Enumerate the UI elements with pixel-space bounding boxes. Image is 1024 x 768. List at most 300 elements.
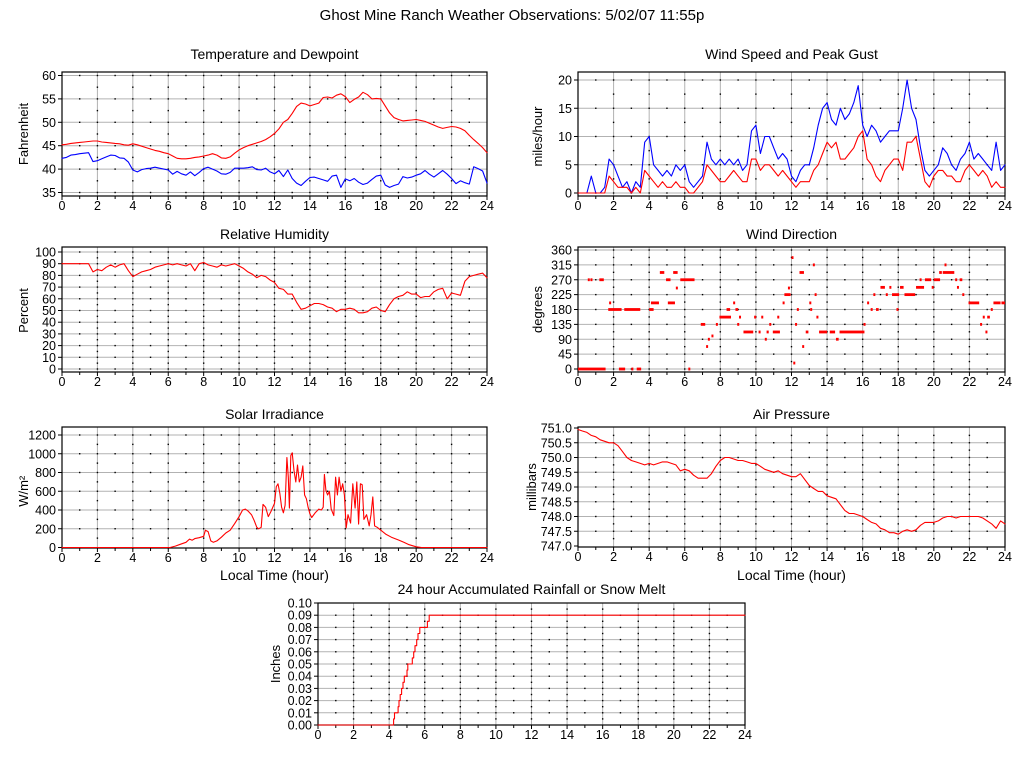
minor-grid-dot: [398, 333, 399, 334]
minor-grid-dot: [880, 501, 881, 502]
minor-grid-dot: [185, 345, 186, 346]
minor-grid-dot: [969, 264, 970, 265]
minor-grid-dot: [132, 87, 133, 88]
minor-grid-dot: [737, 136, 738, 137]
minor-grid-dot: [898, 523, 899, 524]
minor-grid-dot: [274, 257, 275, 258]
wind-direction-point: [777, 316, 779, 319]
minor-grid-dot: [451, 98, 452, 99]
minor-grid-dot: [274, 339, 275, 340]
wind-direction-point: [754, 316, 756, 319]
minor-grid-dot: [256, 333, 257, 334]
minor-grid-dot: [969, 249, 970, 250]
minor-grid-dot: [415, 327, 416, 328]
minor-grid-dot: [737, 294, 738, 295]
minor-grid-dot: [309, 87, 310, 88]
minor-grid-dot: [424, 621, 425, 622]
minor-grid-dot: [97, 368, 98, 369]
wind-direction-point: [711, 335, 713, 338]
minor-grid-dot: [791, 309, 792, 310]
minor-grid-dot: [132, 316, 133, 317]
wind-direction-point: [578, 368, 606, 371]
minor-grid-dot: [185, 145, 186, 146]
minor-grid-dot: [880, 264, 881, 265]
minor-grid-dot: [309, 75, 310, 76]
minor-grid-dot: [720, 279, 721, 280]
minor-grid-dot: [702, 108, 703, 109]
minor-grid-dot: [292, 251, 293, 252]
minor-grid-dot: [720, 301, 721, 302]
minor-grid-dot: [531, 712, 532, 713]
minor-grid-dot: [380, 316, 381, 317]
minor-grid-dot: [415, 339, 416, 340]
minor-grid-dot: [684, 192, 685, 193]
minor-grid-dot: [424, 657, 425, 658]
minor-grid-dot: [880, 516, 881, 517]
wind-direction-point: [876, 308, 879, 311]
minor-grid-dot: [221, 509, 222, 510]
minor-grid-dot: [495, 669, 496, 670]
minor-grid-dot: [203, 509, 204, 510]
minor-grid-dot: [684, 457, 685, 458]
minor-grid-dot: [345, 75, 346, 76]
minor-grid-dot: [185, 322, 186, 323]
minor-grid-dot: [915, 457, 916, 458]
minor-grid-dot: [495, 621, 496, 622]
minor-grid-dot: [720, 192, 721, 193]
minor-grid-dot: [773, 457, 774, 458]
minor-grid-dot: [495, 706, 496, 707]
wind-direction-point: [739, 316, 741, 319]
minor-grid-dot: [702, 164, 703, 165]
minor-grid-dot: [602, 663, 603, 664]
minor-grid-dot: [951, 442, 952, 443]
wind-direction-point: [934, 278, 940, 281]
minor-grid-dot: [987, 501, 988, 502]
minor-grid-dot: [648, 346, 649, 347]
minor-grid-dot: [566, 718, 567, 719]
minor-grid-dot: [406, 627, 407, 628]
minor-grid-dot: [469, 192, 470, 193]
minor-grid-dot: [737, 531, 738, 532]
minor-grid-dot: [388, 639, 389, 640]
minor-grid-dot: [727, 676, 728, 677]
minor-grid-dot: [256, 263, 257, 264]
minor-grid-dot: [648, 150, 649, 151]
minor-grid-dot: [309, 292, 310, 293]
minor-grid-dot: [826, 523, 827, 524]
minor-grid-dot: [613, 79, 614, 80]
minor-grid-dot: [274, 310, 275, 311]
minor-grid-dot: [648, 93, 649, 94]
minor-grid-dot: [380, 500, 381, 501]
minor-grid-dot: [951, 79, 952, 80]
minor-grid-dot: [809, 457, 810, 458]
minor-grid-dot: [150, 122, 151, 123]
minor-grid-dot: [755, 178, 756, 179]
minor-grid-dot: [380, 333, 381, 334]
y-tick-label: 200: [35, 522, 56, 537]
minor-grid-dot: [755, 79, 756, 80]
minor-grid-dot: [531, 651, 532, 652]
minor-grid-dot: [951, 339, 952, 340]
minor-grid-dot: [915, 264, 916, 265]
minor-grid-dot: [566, 608, 567, 609]
y-axis-label: Fahrenheit: [16, 102, 31, 166]
minor-grid-dot: [915, 486, 916, 487]
minor-grid-dot: [613, 435, 614, 436]
minor-grid-dot: [613, 192, 614, 193]
minor-grid-dot: [380, 292, 381, 293]
minor-grid-dot: [673, 663, 674, 664]
minor-grid-dot: [353, 651, 354, 652]
minor-grid-dot: [203, 462, 204, 463]
minor-grid-dot: [638, 682, 639, 683]
minor-grid-dot: [987, 249, 988, 250]
minor-grid-dot: [469, 491, 470, 492]
minor-grid-dot: [132, 145, 133, 146]
y-tick-label: 747.5: [540, 524, 572, 539]
minor-grid-dot: [531, 694, 532, 695]
minor-grid-dot: [203, 537, 204, 538]
minor-grid-dot: [398, 192, 399, 193]
minor-grid-dot: [495, 663, 496, 664]
x-tick-label: 18: [373, 375, 388, 389]
y-tick-label: 800: [35, 466, 56, 480]
minor-grid-dot: [460, 663, 461, 664]
minor-grid-dot: [469, 368, 470, 369]
minor-grid-dot: [987, 442, 988, 443]
minor-grid-dot: [566, 657, 567, 658]
minor-grid-dot: [168, 310, 169, 311]
minor-grid-dot: [673, 706, 674, 707]
minor-grid-dot: [673, 676, 674, 677]
minor-grid-dot: [862, 361, 863, 362]
minor-grid-dot: [584, 700, 585, 701]
minor-grid-dot: [595, 472, 596, 473]
minor-grid-dot: [702, 249, 703, 250]
minor-grid-dot: [380, 444, 381, 445]
minor-grid-dot: [309, 110, 310, 111]
minor-grid-dot: [185, 357, 186, 358]
minor-grid-dot: [335, 615, 336, 616]
minor-grid-dot: [415, 75, 416, 76]
minor-grid-dot: [292, 145, 293, 146]
minor-grid-dot: [442, 712, 443, 713]
minor-grid-dot: [362, 122, 363, 123]
minor-grid-dot: [531, 700, 532, 701]
chart-wind-speed-gust: [512, 38, 1024, 218]
minor-grid-dot: [132, 368, 133, 369]
minor-grid-dot: [898, 136, 899, 137]
minor-grid-dot: [185, 472, 186, 473]
minor-grid-dot: [495, 608, 496, 609]
minor-grid-dot: [335, 651, 336, 652]
minor-grid-dot: [898, 192, 899, 193]
minor-grid-dot: [620, 712, 621, 713]
chart-relative-humidity: [0, 218, 512, 398]
minor-grid-dot: [702, 486, 703, 487]
y-tick-label: 750.5: [540, 436, 572, 451]
minor-grid-dot: [666, 339, 667, 340]
minor-grid-dot: [415, 292, 416, 293]
minor-grid-dot: [353, 694, 354, 695]
minor-grid-dot: [415, 257, 416, 258]
x-tick-label: 8: [200, 375, 208, 389]
minor-grid-dot: [97, 528, 98, 529]
minor-grid-dot: [451, 192, 452, 193]
minor-grid-dot: [460, 706, 461, 707]
minor-grid-dot: [531, 657, 532, 658]
minor-grid-dot: [666, 472, 667, 473]
minor-grid-dot: [362, 275, 363, 276]
minor-grid-dot: [114, 251, 115, 252]
minor-grid-dot: [755, 508, 756, 509]
minor-grid-dot: [791, 346, 792, 347]
wind-direction-point: [727, 308, 731, 311]
minor-grid-dot: [380, 75, 381, 76]
x-tick-label: 16: [855, 550, 870, 564]
minor-grid-dot: [345, 368, 346, 369]
y-tick-label: 0: [49, 362, 56, 377]
minor-grid-dot: [737, 79, 738, 80]
minor-grid-dot: [203, 322, 204, 323]
wind-direction-point: [788, 287, 790, 290]
minor-grid-dot: [380, 357, 381, 358]
x-tick-label: 14: [302, 199, 317, 213]
x-tick-label: 2: [610, 550, 618, 564]
minor-grid-dot: [620, 676, 621, 677]
minor-grid-dot: [388, 682, 389, 683]
minor-grid-dot: [292, 298, 293, 299]
minor-grid-dot: [415, 333, 416, 334]
x-tick-label: 6: [681, 375, 689, 389]
minor-grid-dot: [433, 333, 434, 334]
minor-grid-dot: [415, 286, 416, 287]
minor-grid-dot: [584, 676, 585, 677]
minor-grid-dot: [613, 457, 614, 458]
minor-grid-dot: [398, 286, 399, 287]
minor-grid-dot: [97, 133, 98, 134]
minor-grid-dot: [755, 486, 756, 487]
minor-grid-dot: [862, 449, 863, 450]
minor-grid-dot: [915, 192, 916, 193]
minor-grid-dot: [826, 178, 827, 179]
minor-grid-dot: [531, 663, 532, 664]
minor-grid-dot: [648, 508, 649, 509]
minor-grid-dot: [274, 537, 275, 538]
minor-grid-dot: [862, 523, 863, 524]
minor-grid-dot: [673, 645, 674, 646]
minor-grid-dot: [648, 331, 649, 332]
x-tick-label: 8: [716, 550, 724, 564]
x-tick-label: 22: [962, 550, 977, 564]
minor-grid-dot: [203, 281, 204, 282]
minor-grid-dot: [353, 688, 354, 689]
x-tick-label: 0: [574, 199, 582, 213]
minor-grid-dot: [951, 368, 952, 369]
minor-grid-dot: [791, 79, 792, 80]
minor-grid-dot: [809, 516, 810, 517]
minor-grid-dot: [97, 110, 98, 111]
minor-grid-dot: [566, 694, 567, 695]
minor-grid-dot: [791, 368, 792, 369]
x-tick-label: 12: [784, 550, 799, 564]
minor-grid-dot: [702, 79, 703, 80]
minor-grid-dot: [168, 281, 169, 282]
minor-grid-dot: [655, 688, 656, 689]
minor-grid-dot: [132, 509, 133, 510]
minor-grid-dot: [933, 346, 934, 347]
minor-grid-dot: [256, 453, 257, 454]
x-tick-label: 12: [784, 199, 799, 213]
minor-grid-dot: [566, 633, 567, 634]
y-tick-label: 60: [42, 292, 56, 307]
minor-grid-dot: [809, 501, 810, 502]
minor-grid-dot: [309, 345, 310, 346]
wind-direction-point: [637, 368, 641, 371]
minor-grid-dot: [709, 633, 710, 634]
minor-grid-dot: [495, 676, 496, 677]
minor-grid-dot: [415, 500, 416, 501]
minor-grid-dot: [631, 294, 632, 295]
minor-grid-dot: [826, 472, 827, 473]
minor-grid-dot: [773, 501, 774, 502]
minor-grid-dot: [168, 537, 169, 538]
minor-grid-dot: [442, 627, 443, 628]
minor-grid-dot: [345, 528, 346, 529]
minor-grid-dot: [684, 93, 685, 94]
minor-grid-dot: [987, 108, 988, 109]
x-tick-label: 8: [200, 551, 208, 565]
minor-grid-dot: [702, 339, 703, 340]
minor-grid-dot: [132, 357, 133, 358]
minor-grid-dot: [150, 298, 151, 299]
minor-grid-dot: [451, 316, 452, 317]
minor-grid-dot: [862, 442, 863, 443]
minor-grid-dot: [292, 286, 293, 287]
minor-grid-dot: [238, 333, 239, 334]
minor-grid-dot: [292, 528, 293, 529]
minor-grid-dot: [362, 472, 363, 473]
minor-grid-dot: [737, 108, 738, 109]
minor-grid-dot: [898, 93, 899, 94]
minor-grid-dot: [702, 457, 703, 458]
chart-title: Solar Irradiance: [225, 406, 324, 422]
minor-grid-dot: [168, 257, 169, 258]
minor-grid-dot: [150, 491, 151, 492]
minor-grid-dot: [238, 322, 239, 323]
minor-grid-dot: [309, 133, 310, 134]
minor-grid-dot: [398, 357, 399, 358]
minor-grid-dot: [380, 519, 381, 520]
minor-grid-dot: [791, 508, 792, 509]
minor-grid-dot: [185, 491, 186, 492]
wind-direction-point: [773, 331, 780, 334]
minor-grid-dot: [684, 136, 685, 137]
minor-grid-dot: [327, 509, 328, 510]
minor-grid-dot: [415, 269, 416, 270]
x-tick-label: 18: [891, 550, 906, 564]
minor-grid-dot: [238, 345, 239, 346]
x-tick-label: 10: [232, 199, 247, 213]
minor-grid-dot: [415, 528, 416, 529]
minor-grid-dot: [613, 464, 614, 465]
minor-grid-dot: [451, 528, 452, 529]
minor-grid-dot: [880, 442, 881, 443]
minor-grid-dot: [684, 316, 685, 317]
minor-grid-dot: [353, 608, 354, 609]
minor-grid-dot: [185, 192, 186, 193]
wind-direction-point: [688, 368, 690, 371]
minor-grid-dot: [648, 122, 649, 123]
x-tick-label: 24: [480, 551, 494, 565]
minor-grid-dot: [631, 249, 632, 250]
x-tick-label: 4: [385, 728, 393, 742]
minor-grid-dot: [345, 322, 346, 323]
minor-grid-dot: [791, 472, 792, 473]
minor-grid-dot: [327, 75, 328, 76]
minor-grid-dot: [415, 145, 416, 146]
minor-grid-dot: [380, 339, 381, 340]
minor-grid-dot: [862, 150, 863, 151]
minor-grid-dot: [566, 627, 567, 628]
minor-grid-dot: [221, 322, 222, 323]
minor-grid-dot: [898, 301, 899, 302]
minor-grid-dot: [451, 180, 452, 181]
minor-grid-dot: [292, 333, 293, 334]
minor-grid-dot: [613, 178, 614, 179]
minor-grid-dot: [531, 608, 532, 609]
minor-grid-dot: [791, 494, 792, 495]
minor-grid-dot: [969, 523, 970, 524]
minor-grid-dot: [168, 286, 169, 287]
minor-grid-dot: [691, 663, 692, 664]
minor-grid-dot: [451, 491, 452, 492]
minor-grid-dot: [702, 353, 703, 354]
x-tick-label: 24: [998, 550, 1012, 564]
minor-grid-dot: [655, 700, 656, 701]
minor-grid-dot: [451, 251, 452, 252]
minor-grid-dot: [709, 651, 710, 652]
y-tick-label: 5: [565, 158, 572, 173]
minor-grid-dot: [309, 281, 310, 282]
minor-grid-dot: [451, 168, 452, 169]
minor-grid-dot: [826, 531, 827, 532]
minor-grid-dot: [898, 249, 899, 250]
minor-grid-dot: [666, 164, 667, 165]
wind-direction-point: [867, 301, 869, 304]
minor-grid-dot: [737, 457, 738, 458]
minor-grid-dot: [969, 531, 970, 532]
minor-grid-dot: [221, 368, 222, 369]
minor-grid-dot: [720, 108, 721, 109]
minor-grid-dot: [933, 494, 934, 495]
chart-temperature-dewpoint: [0, 38, 512, 218]
minor-grid-dot: [168, 357, 169, 358]
x-tick-label: 12: [784, 375, 799, 389]
minor-grid-dot: [460, 682, 461, 683]
minor-grid-dot: [132, 327, 133, 328]
minor-grid-dot: [666, 294, 667, 295]
y-tick-label: 35: [42, 186, 56, 200]
minor-grid-dot: [595, 339, 596, 340]
minor-grid-dot: [203, 333, 204, 334]
minor-grid-dot: [168, 453, 169, 454]
minor-grid-dot: [987, 192, 988, 193]
minor-grid-dot: [335, 663, 336, 664]
minor-grid-dot: [203, 133, 204, 134]
